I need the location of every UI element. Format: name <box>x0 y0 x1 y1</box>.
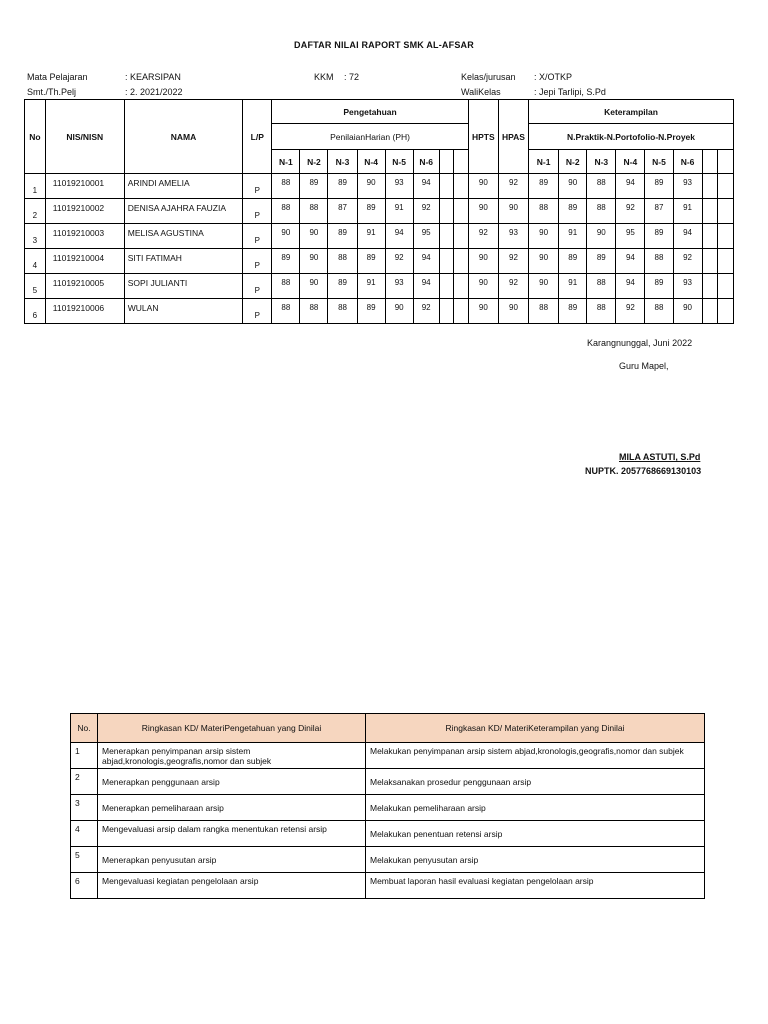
hpas: 92 <box>498 274 528 299</box>
hpts: 92 <box>468 224 498 249</box>
kd-no: 5 <box>71 847 98 873</box>
header-pengetahuan: Pengetahuan <box>272 100 468 124</box>
row-lp: P <box>243 299 272 324</box>
empty-cell <box>702 224 718 249</box>
empty-cell <box>439 199 454 224</box>
ph-n3: 87 <box>328 199 357 224</box>
ph-n3: 88 <box>328 249 357 274</box>
kd-row <box>71 743 705 769</box>
ket-n5: 88 <box>645 299 673 324</box>
page-title: DAFTAR NILAI RAPORT SMK AL-AFSAR <box>294 40 474 50</box>
row-lp: P <box>243 249 272 274</box>
kd-pengetahuan: Menerapkan penggunaan arsip <box>98 769 366 795</box>
row-nama: SITI FATIMAH <box>124 249 242 274</box>
row-lp: P <box>243 274 272 299</box>
ph-n4: 91 <box>357 274 385 299</box>
header-hpts: HPTS <box>468 100 498 174</box>
row-no: 4 <box>25 249 46 274</box>
row-lp: P <box>243 199 272 224</box>
empty-cell <box>454 174 469 199</box>
ket-n1: 88 <box>529 199 559 224</box>
kd-pengetahuan: Mengevaluasi kegiatan pengelolaan arsip <box>98 873 366 899</box>
ket-n1: 90 <box>529 249 559 274</box>
empty-cell <box>718 249 734 274</box>
ket-n6: 91 <box>673 199 702 224</box>
ket-n6: 93 <box>673 174 702 199</box>
kd-no: 3 <box>71 795 98 821</box>
row-nis: 11019210003 <box>45 224 124 249</box>
table-row <box>25 199 734 224</box>
kd-keterampilan: Membuat laporan hasil evaluasi kegiatan pengelolaan arsip <box>366 873 705 899</box>
header-no: No <box>25 100 46 174</box>
header-ket-n2: N-2 <box>559 150 587 174</box>
ket-n3: 90 <box>587 224 616 249</box>
ket-n4: 94 <box>616 274 645 299</box>
kd-row <box>71 769 705 795</box>
header-ph-blank <box>439 150 454 174</box>
kkm-value: : 72 <box>344 72 360 82</box>
ph-n4: 89 <box>357 249 385 274</box>
ket-n4: 92 <box>616 299 645 324</box>
ket-n4: 92 <box>616 199 645 224</box>
row-nama: DENISA AJAHRA FAUZIA <box>124 199 242 224</box>
ph-n1: 88 <box>272 199 300 224</box>
kd-pengetahuan: Mengevaluasi arsip dalam rangka menentukan retensi arsip <box>98 821 366 847</box>
mapel-value: : KEARSIPAN <box>125 72 181 82</box>
hpts: 90 <box>468 199 498 224</box>
empty-cell <box>718 199 734 224</box>
row-no: 5 <box>25 274 46 299</box>
ph-n6: 94 <box>413 174 439 199</box>
ket-n4: 95 <box>616 224 645 249</box>
row-nis: 11019210002 <box>45 199 124 224</box>
row-nis: 11019210001 <box>45 174 124 199</box>
empty-cell <box>439 174 454 199</box>
header-ph-blank <box>454 150 469 174</box>
ph-n4: 90 <box>357 174 385 199</box>
kd-row <box>71 795 705 821</box>
ket-n5: 89 <box>645 274 673 299</box>
mapel-label: Mata Pelajaran <box>27 72 88 82</box>
kelas-label: Kelas/jurusan <box>461 72 516 82</box>
row-nama: SOPI JULIANTI <box>124 274 242 299</box>
header-nis: NIS/NISN <box>45 100 124 174</box>
empty-cell <box>439 224 454 249</box>
wali-label: WaliKelas <box>461 87 501 97</box>
row-lp: P <box>243 174 272 199</box>
row-nis: 11019210006 <box>45 299 124 324</box>
row-nis: 11019210005 <box>45 274 124 299</box>
ket-n1: 90 <box>529 274 559 299</box>
empty-cell <box>439 274 454 299</box>
signature-role: Guru Mapel, <box>619 361 669 371</box>
ket-n4: 94 <box>616 174 645 199</box>
ket-n2: 89 <box>559 299 587 324</box>
kd-keterampilan: Melakukan penyusutan arsip <box>366 847 705 873</box>
ph-n1: 88 <box>272 174 300 199</box>
ket-n1: 90 <box>529 224 559 249</box>
smt-label: Smt./Th.Pelj <box>27 87 77 97</box>
header-ket-blank <box>702 150 718 174</box>
row-lp: P <box>243 224 272 249</box>
ket-n4: 94 <box>616 249 645 274</box>
ket-n3: 88 <box>587 199 616 224</box>
header-lp: L/P <box>243 100 272 174</box>
row-nis: 11019210004 <box>45 249 124 274</box>
hpts: 90 <box>468 274 498 299</box>
ph-n3: 88 <box>328 299 357 324</box>
empty-cell <box>702 274 718 299</box>
ph-n6: 94 <box>413 274 439 299</box>
ph-n4: 91 <box>357 224 385 249</box>
ket-n5: 89 <box>645 224 673 249</box>
empty-cell <box>718 174 734 199</box>
hpts: 90 <box>468 174 498 199</box>
kd-row <box>71 847 705 873</box>
ket-n3: 88 <box>587 299 616 324</box>
header-nama: NAMA <box>124 100 242 174</box>
ph-n1: 88 <box>272 299 300 324</box>
empty-cell <box>702 174 718 199</box>
kkm-label: KKM <box>314 72 334 82</box>
ph-n3: 89 <box>328 274 357 299</box>
header-ket-n3: N-3 <box>587 150 616 174</box>
kd-row <box>71 821 705 847</box>
empty-cell <box>718 224 734 249</box>
header-ph-n5: N-5 <box>385 150 413 174</box>
ph-n3: 89 <box>328 224 357 249</box>
empty-cell <box>454 224 469 249</box>
ph-n2: 88 <box>300 199 328 224</box>
ket-n2: 89 <box>559 249 587 274</box>
kd-pengetahuan: Menerapkan penyusutan arsip <box>98 847 366 873</box>
table-row <box>25 274 734 299</box>
table-row <box>25 174 734 199</box>
kd-keterampilan: Melaksanakan prosedur penggunaan arsip <box>366 769 705 795</box>
place-date: Karangnunggal, Juni 2022 <box>587 338 693 348</box>
ket-n2: 91 <box>559 274 587 299</box>
ket-n1: 89 <box>529 174 559 199</box>
ket-n6: 94 <box>673 224 702 249</box>
kd-keterampilan: Melakukan pemeliharaan arsip <box>366 795 705 821</box>
smt-value: : 2. 2021/2022 <box>125 87 183 97</box>
header-keterampilan: Keterampilan <box>529 100 734 124</box>
ket-n5: 87 <box>645 199 673 224</box>
header-ket-sub: N.Praktik-N.Portofolio-N.Proyek <box>529 124 734 150</box>
ket-n2: 91 <box>559 224 587 249</box>
kd-header-pengetahuan: Ringkasan KD/ MateriPengetahuan yang Dinilai <box>98 714 366 743</box>
header-ph-n3: N-3 <box>328 150 357 174</box>
header-ket-blank <box>718 150 734 174</box>
empty-cell <box>454 299 469 324</box>
kd-row <box>71 873 705 899</box>
grades-table <box>24 99 734 324</box>
wali-value: : Jepi Tarlipi, S.Pd <box>534 87 606 97</box>
ph-n6: 92 <box>413 199 439 224</box>
ket-n3: 88 <box>587 174 616 199</box>
ph-n6: 94 <box>413 249 439 274</box>
hpas: 90 <box>498 299 528 324</box>
empty-cell <box>454 199 469 224</box>
hpts: 90 <box>468 249 498 274</box>
ph-n2: 89 <box>300 174 328 199</box>
header-ph-n2: N-2 <box>300 150 328 174</box>
ket-n3: 88 <box>587 274 616 299</box>
ph-n1: 89 <box>272 249 300 274</box>
kd-no: 4 <box>71 821 98 847</box>
table-row <box>25 249 734 274</box>
header-ph-n6: N-6 <box>413 150 439 174</box>
empty-cell <box>702 249 718 274</box>
header-hpas: HPAS <box>498 100 528 174</box>
empty-cell <box>454 274 469 299</box>
kd-pengetahuan: Menerapkan pemeliharaan arsip <box>98 795 366 821</box>
ket-n5: 89 <box>645 174 673 199</box>
ket-n5: 88 <box>645 249 673 274</box>
kd-no: 6 <box>71 873 98 899</box>
ph-n2: 88 <box>300 299 328 324</box>
ph-n2: 90 <box>300 274 328 299</box>
ph-n5: 94 <box>385 224 413 249</box>
hpts: 90 <box>468 299 498 324</box>
ph-n4: 89 <box>357 199 385 224</box>
ph-n5: 90 <box>385 299 413 324</box>
header-ket-n5: N-5 <box>645 150 673 174</box>
header-ket-n6: N-6 <box>673 150 702 174</box>
row-no: 3 <box>25 224 46 249</box>
row-no: 1 <box>25 174 46 199</box>
empty-cell <box>702 299 718 324</box>
ph-n2: 90 <box>300 224 328 249</box>
ph-n3: 89 <box>328 174 357 199</box>
ket-n6: 92 <box>673 249 702 274</box>
ph-n1: 88 <box>272 274 300 299</box>
ph-n1: 90 <box>272 224 300 249</box>
kd-pengetahuan: Menerapkan penyimpanan arsip sistem abjad,kronologis,geografis,nomor dan subjek <box>98 743 366 769</box>
hpas: 92 <box>498 249 528 274</box>
ph-n6: 92 <box>413 299 439 324</box>
signature-name: MILA ASTUTI, S.Pd <box>619 452 701 462</box>
ket-n2: 90 <box>559 174 587 199</box>
ph-n5: 91 <box>385 199 413 224</box>
header-ket-n1: N-1 <box>529 150 559 174</box>
kd-no: 2 <box>71 769 98 795</box>
empty-cell <box>439 299 454 324</box>
header-ph: PenilaianHarian (PH) <box>272 124 468 150</box>
header-ket-n4: N-4 <box>616 150 645 174</box>
row-nama: MELISA AGUSTINA <box>124 224 242 249</box>
kd-header-no: No. <box>71 714 98 743</box>
empty-cell <box>718 274 734 299</box>
row-nama: WULAN <box>124 299 242 324</box>
header-ph-n1: N-1 <box>272 150 300 174</box>
ph-n4: 89 <box>357 299 385 324</box>
table-row <box>25 299 734 324</box>
empty-cell <box>439 249 454 274</box>
row-nama: ARINDI AMELIA <box>124 174 242 199</box>
hpas: 93 <box>498 224 528 249</box>
ket-n6: 93 <box>673 274 702 299</box>
kd-no: 1 <box>71 743 98 769</box>
kd-header-keterampilan: Ringkasan KD/ MateriKeterampilan yang Dinilai <box>366 714 705 743</box>
header-ph-n4: N-4 <box>357 150 385 174</box>
kd-table <box>70 713 705 899</box>
table-row <box>25 224 734 249</box>
ket-n6: 90 <box>673 299 702 324</box>
kelas-value: : X/OTKP <box>534 72 573 82</box>
empty-cell <box>454 249 469 274</box>
kd-keterampilan: Melakukan penentuan retensi arsip <box>366 821 705 847</box>
empty-cell <box>718 299 734 324</box>
ph-n5: 92 <box>385 249 413 274</box>
hpas: 92 <box>498 174 528 199</box>
hpas: 90 <box>498 199 528 224</box>
ph-n2: 90 <box>300 249 328 274</box>
ph-n5: 93 <box>385 274 413 299</box>
kd-keterampilan: Melakukan penyimpanan arsip sistem abjad,kronologis,geografis,nomor dan subjek <box>366 743 705 769</box>
empty-cell <box>702 199 718 224</box>
ket-n1: 88 <box>529 299 559 324</box>
ket-n2: 89 <box>559 199 587 224</box>
ph-n6: 95 <box>413 224 439 249</box>
row-no: 2 <box>25 199 46 224</box>
ph-n5: 93 <box>385 174 413 199</box>
row-no: 6 <box>25 299 46 324</box>
ket-n3: 89 <box>587 249 616 274</box>
signature-nuptk: NUPTK. 2057768669130103 <box>585 466 702 476</box>
